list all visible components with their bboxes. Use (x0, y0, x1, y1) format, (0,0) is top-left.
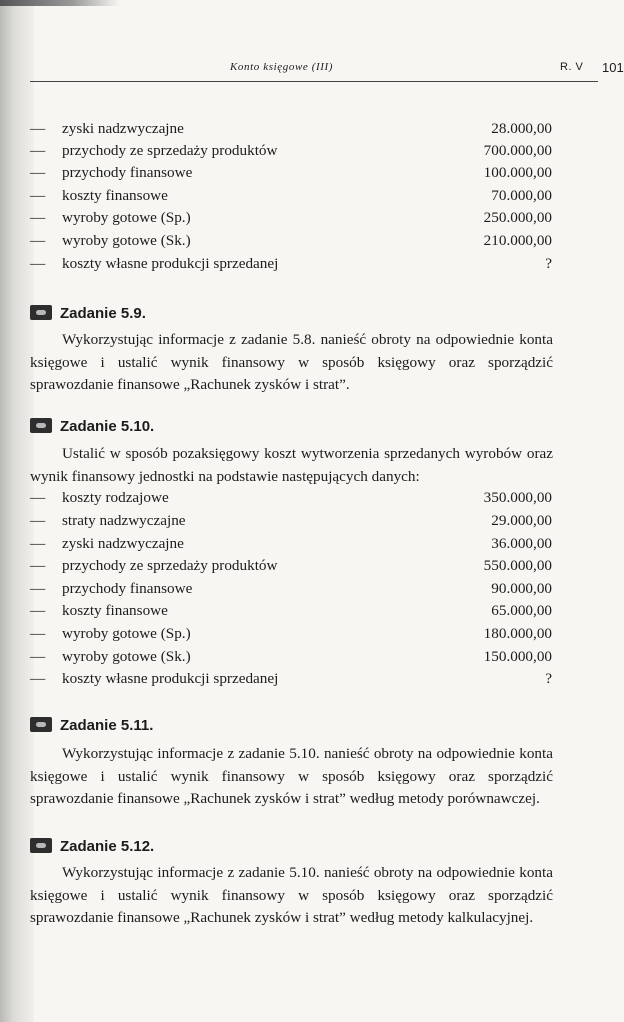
task-title: Zadanie 5.10. (60, 418, 155, 435)
task-marker-icon (30, 838, 52, 853)
item-value: 90.000,00 (491, 580, 552, 597)
item-label: przychody finansowe (62, 580, 193, 597)
task-heading-5-11 (30, 717, 153, 739)
dash-bullet: — (30, 489, 46, 506)
task-marker-icon (30, 418, 52, 433)
page-header (30, 60, 624, 82)
dash-bullet: — (30, 557, 46, 574)
task-text-5-9: Wykorzystując informacje z zadanie 5.8. nanieść obroty na odpowiednie konta księgowe i ustalić wynik finansowy w sposób księgowy oraz sporządzić sprawozdanie finansowe „Rachunek zysków i strat”. (30, 331, 553, 394)
item-value: 65.000,00 (491, 602, 552, 619)
list-item (0, 670, 624, 692)
item-label: wyroby gotowe (Sp.) (62, 625, 191, 642)
item-value: 150.000,00 (483, 648, 552, 665)
item-value: 350.000,00 (483, 489, 552, 506)
list-item (0, 535, 624, 557)
dash-bullet: — (30, 142, 46, 159)
task-heading-5-9 (30, 305, 146, 327)
task-heading-5-12 (30, 838, 154, 860)
item-value: ? (545, 255, 552, 272)
list-item (0, 625, 624, 647)
task-text-5-11: Wykorzystując informacje z zadanie 5.10. nanieść obroty na odpowiednie konta księgowe i ustalić wynik finansowy w sposób księgowy oraz sporządzić sprawozdanie finansowe „Rachunek zysków i strat” według metody porównawczej. (30, 745, 553, 808)
item-label: koszty rodzajowe (62, 489, 169, 506)
dash-bullet: — (30, 120, 46, 137)
list-item (0, 232, 624, 254)
dash-bullet: — (30, 535, 46, 552)
item-label: koszty finansowe (62, 187, 168, 204)
list-item (0, 187, 624, 209)
item-value: 700.000,00 (483, 142, 552, 159)
item-label: straty nadzwyczajne (62, 512, 186, 529)
list-item (0, 557, 624, 579)
item-label: koszty finansowe (62, 602, 168, 619)
item-label: przychody ze sprzedaży produktów (62, 557, 278, 574)
task-text-5-10: Ustalić w sposób pozaksięgowy koszt wytworzenia sprzedanych wyrobów oraz wynik finansowy jednostki na podstawie następujących danych: (30, 445, 553, 485)
item-label: przychody ze sprzedaży produktów (62, 142, 278, 159)
item-label: przychody finansowe (62, 164, 193, 181)
item-value: 36.000,00 (491, 535, 552, 552)
item-value: 250.000,00 (483, 209, 552, 226)
task-marker-icon (30, 717, 52, 732)
dash-bullet: — (30, 512, 46, 529)
item-label: koszty własne produkcji sprzedanej (62, 670, 279, 687)
dash-bullet: — (30, 602, 46, 619)
running-title: Konto księgowe (III) (230, 61, 334, 73)
dash-bullet: — (30, 164, 46, 181)
task-text-5-12: Wykorzystując informacje z zadanie 5.10. nanieść obroty na odpowiednie konta księgowe i ustalić wynik finansowy w sposób księgowy oraz sporządzić sprawozdanie finansowe „Rachunek zysków i strat” według metody kalkulacyjnej. (30, 864, 553, 927)
page-number: 101 (602, 60, 624, 75)
page-top-edge (0, 0, 120, 6)
item-label: wyroby gotowe (Sk.) (62, 232, 191, 249)
dash-bullet: — (30, 209, 46, 226)
dash-bullet: — (30, 648, 46, 665)
task-title: Zadanie 5.9. (60, 305, 146, 322)
task-marker-icon (30, 305, 52, 320)
task-title: Zadanie 5.11. (60, 717, 154, 734)
list-item (0, 120, 624, 142)
dash-bullet: — (30, 580, 46, 597)
item-value: 70.000,00 (491, 187, 552, 204)
list-item (0, 142, 624, 164)
item-value: ? (545, 670, 552, 687)
task-title: Zadanie 5.12. (60, 838, 155, 855)
item-value: 100.000,00 (483, 164, 552, 181)
list-item (0, 164, 624, 186)
list-item (0, 512, 624, 534)
list-item (0, 489, 624, 511)
item-value: 28.000,00 (491, 120, 552, 137)
item-value: 210.000,00 (483, 232, 552, 249)
item-label: zyski nadzwyczajne (62, 535, 184, 552)
dash-bullet: — (30, 625, 46, 642)
item-value: 29.000,00 (491, 512, 552, 529)
item-label: koszty własne produkcji sprzedanej (62, 255, 279, 272)
chapter-label: R. V (560, 61, 584, 73)
list-item (0, 580, 624, 602)
dash-bullet: — (30, 670, 46, 687)
list-item (0, 602, 624, 624)
item-label: zyski nadzwyczajne (62, 120, 184, 137)
dash-bullet: — (30, 187, 46, 204)
task-heading-5-10 (30, 418, 154, 440)
list-item (0, 209, 624, 231)
list-item (0, 255, 624, 277)
item-value: 180.000,00 (483, 625, 552, 642)
list-item (0, 648, 624, 670)
item-value: 550.000,00 (483, 557, 552, 574)
dash-bullet: — (30, 255, 46, 272)
item-label: wyroby gotowe (Sk.) (62, 648, 191, 665)
dash-bullet: — (30, 232, 46, 249)
item-label: wyroby gotowe (Sp.) (62, 209, 191, 226)
